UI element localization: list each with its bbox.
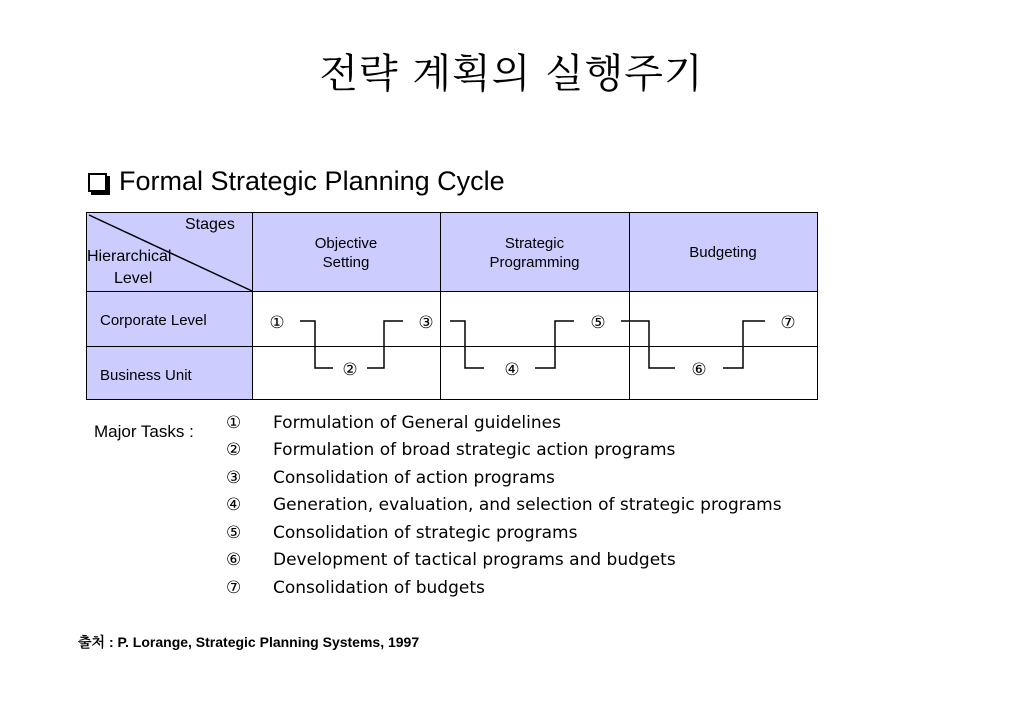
flow-segment [450, 321, 484, 368]
task-number: ⑥ [226, 550, 242, 570]
level-label-corporate: Corporate Level [100, 312, 207, 329]
stage-marker-4: ④ [504, 360, 520, 380]
flow-segment [535, 321, 574, 368]
corner-hierarchical-label: Hierarchical [87, 248, 172, 265]
flow-segment [621, 321, 675, 368]
flow-segment [300, 321, 333, 368]
stage-marker-5: ⑤ [590, 313, 606, 333]
corner-level-label: Level [114, 270, 153, 287]
stage-label-line: Objective [314, 235, 378, 252]
stage-label-line: Programming [489, 254, 580, 271]
planning-cycle-table [86, 212, 818, 400]
task-text: Generation, evaluation, and selection of strategic programs [273, 495, 782, 515]
page-title: 전략 계획의 실행주기 [319, 51, 704, 97]
stage-marker-2: ② [342, 360, 358, 380]
stage-marker-6: ⑥ [691, 360, 707, 380]
task-number: ⑦ [226, 578, 242, 598]
checkbox-bullet-icon [88, 173, 107, 192]
task-text: Consolidation of strategic programs [273, 523, 578, 543]
planning-flow-path [87, 213, 817, 399]
task-text: Development of tactical programs and budgets [273, 550, 676, 570]
task-item [226, 440, 675, 460]
task-text: Formulation of broad strategic action programs [273, 440, 676, 460]
task-number: ② [226, 440, 242, 460]
major-tasks-label: Major Tasks : [94, 422, 194, 441]
section-heading-text: Formal Strategic Planning Cycle [119, 166, 505, 196]
task-item [226, 495, 782, 515]
stage-label-line: Setting [322, 254, 370, 271]
task-number: ⑤ [226, 523, 242, 543]
task-number: ① [226, 413, 242, 433]
stage-marker-1: ① [269, 313, 285, 333]
section-heading [88, 166, 505, 197]
source-citation: 출처 : P. Lorange, Strategic Planning Systems, 1997 [78, 634, 420, 650]
task-number: ③ [226, 468, 242, 488]
task-item [226, 578, 485, 598]
task-text: Consolidation of budgets [273, 578, 485, 598]
flow-segment [367, 321, 403, 368]
flow-segment [723, 321, 765, 368]
task-text: Formulation of General guidelines [273, 413, 561, 433]
task-item [226, 550, 676, 570]
task-item [226, 523, 577, 543]
corner-stages-label: Stages [185, 216, 235, 233]
stage-marker-3: ③ [418, 313, 434, 333]
task-text: Consolidation of action programs [273, 468, 555, 488]
level-label-business: Business Unit [100, 367, 192, 384]
task-item [226, 413, 561, 433]
stage-label-line: Budgeting [689, 244, 757, 261]
stage-marker-7: ⑦ [780, 313, 796, 333]
stage-label-line: Strategic [504, 235, 565, 252]
task-item [226, 468, 555, 488]
task-number: ④ [226, 495, 242, 515]
